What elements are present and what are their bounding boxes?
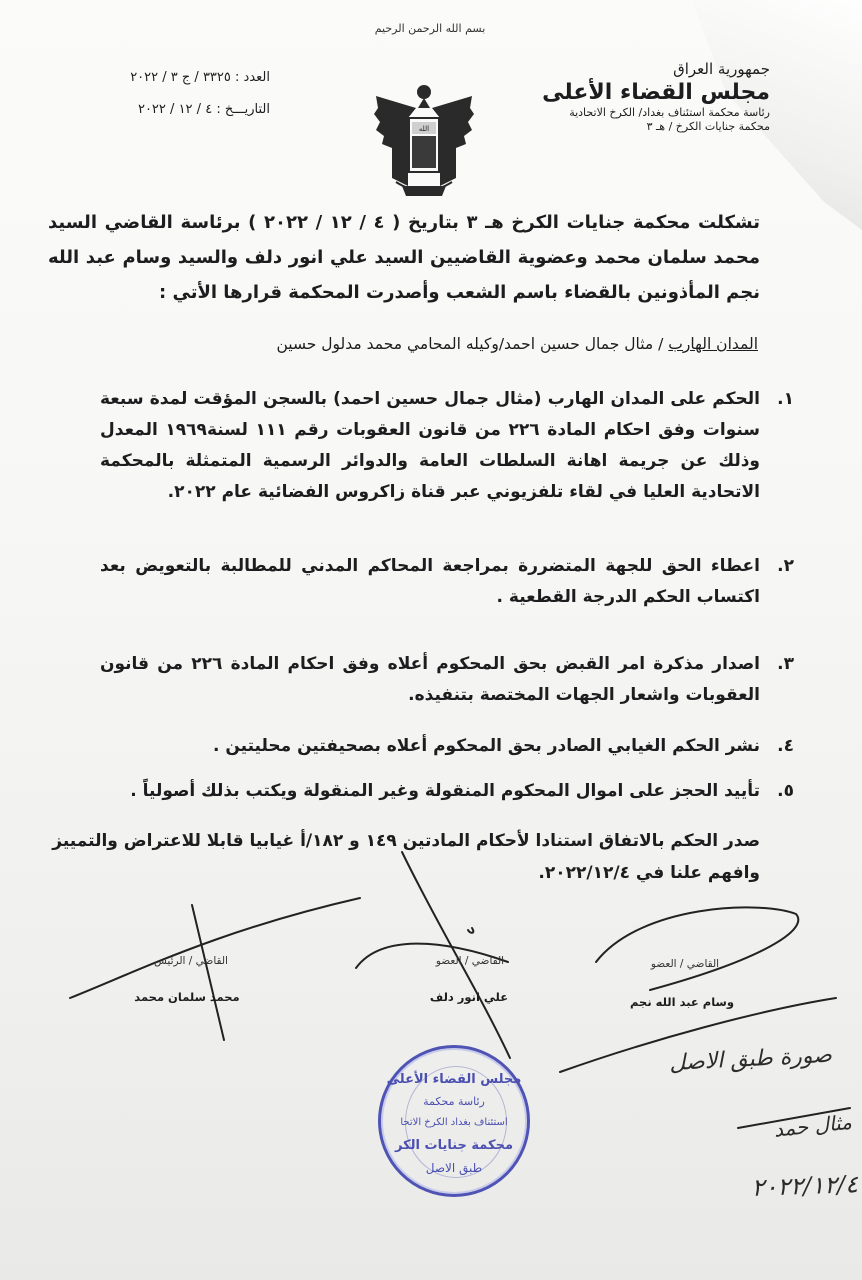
member-signature-stroke xyxy=(468,928,473,933)
ruling-text: الحكم على المدان الهارب (مثال جمال حسين احمد) بالسجن المؤقت لمدة سبعة سنوات وفق احكام المادة ٢٢٦ من قانون العقوبات رقم ١١١ لسنة١٩٦٩ المعدل وذلك عن جريمة اهانة السلطات العامة والدوائر الرسمية المتمثلة بالمحكمة الاتحادية العليا في لقاء تلفزيوني عبر قناة زاكروس الفضائية عام ٢٠٢٢. xyxy=(100,389,761,502)
signature-name-president xyxy=(112,990,262,1004)
ruling-text: اعطاء الحق للجهة المتضررة بمراجعة المحاكم المدني للمطالبة بالتعويض بعد اكتساب الحكم الدرجة القطعية . xyxy=(100,556,760,607)
official-stamp xyxy=(378,1045,530,1197)
signature-title: القاضي / الرئيس xyxy=(154,955,228,967)
ruling-text: اصدار مذكرة امر القبض بحق المحكوم أعلاه وفق احكام المادة ٢٢٦ من قانون العقوبات واشعار الجهات المختصة بتنفيذه. xyxy=(100,654,760,705)
accused-details: / مثال جمال حسين احمد/وكيله المحامي محمد مدلول حسين xyxy=(276,335,664,353)
signature-block-president xyxy=(126,955,256,967)
stamp-line: طبق الاصل xyxy=(425,1161,483,1175)
president-signature-stroke xyxy=(70,898,360,998)
signature-name: محمد سلمان محمد xyxy=(134,990,240,1004)
signature-name: وسام عبد الله نجم xyxy=(630,995,734,1009)
stamp-line: محكمة جنايات الكر xyxy=(395,1138,513,1153)
verdict-paragraph: صدر الحكم بالاتفاق استنادا لأحكام المادتين ١٤٩ و ١٨٢/أ غيابيا قابلا للاعتراض والتمييز وافهم علنا في ٢٠٢٢/١٢/٤. xyxy=(52,831,760,883)
date-label: التاريـــخ : xyxy=(216,101,270,117)
presidency-name: رئاسة محكمة استئناف بغداد/ الكرخ الاتحادية xyxy=(569,106,770,120)
number-value: ٣٣٢٥ / ج ٣ / ٢٠٢٢ xyxy=(130,70,231,85)
handwritten-date: ٢٠٢٢/١٢/٤ xyxy=(751,1170,859,1202)
basmala: بسم الله الرحمن الرحيم xyxy=(374,22,486,35)
signature-name-member-1 xyxy=(404,990,534,1004)
president-signature-stroke xyxy=(192,905,224,1040)
handwritten-note: مثال حمد xyxy=(772,1109,853,1142)
date-value: ٤ / ١٢ / ٢٠٢٢ xyxy=(137,101,213,117)
country-name: جمهورية العراق xyxy=(673,60,770,78)
signature-title: القاضي / العضو xyxy=(435,955,505,967)
opening-paragraph: تشكلت محكمة جنايات الكرخ هـ ٣ بتاريخ ( ٤ / ١٢ / ٢٠٢٢ ) برئاسة القاضي السيد محمد سلمان محمد وعضوية القاضيين السيد علي انور دلف والسيد وسام عبد الله نجم المأذونين بالقضاء باسم الشعب وأصدرت المحكمة قرارها الأتي : xyxy=(48,212,760,303)
ruling-number: ٤. xyxy=(777,736,794,756)
number-label: العدد : xyxy=(235,70,270,85)
signature-block-member-1 xyxy=(410,955,530,967)
council-name: مجلس القضاء الأعلى xyxy=(542,79,770,105)
stamp-line: مجلس القضاء الأعلى xyxy=(386,1072,522,1087)
member2-signature-stroke xyxy=(596,907,798,990)
signature-name: علي انور دلف xyxy=(429,990,509,1004)
stamp-line: استئناف بغداد الكرخ الاتحا xyxy=(400,1117,508,1128)
ruling-number: ٥. xyxy=(777,781,794,801)
ruling-text: نشر الحكم الغيابي الصادر بحق المحكوم أعلاه بصحيفتين محليتين . xyxy=(212,736,760,756)
ruling-number: ٢. xyxy=(777,556,794,576)
handwritten-note: صورة طبق الاصل xyxy=(668,1042,833,1077)
accused-label: المدان الهارب xyxy=(668,335,758,353)
ruling-text: تأييد الحجز على اموال المحكوم المنقولة وغير المنقولة ويكتب بذلك أصولياً . xyxy=(130,781,760,801)
svg-text:الله: الله xyxy=(418,125,430,133)
court-name: محكمة جنايات الكرخ / هـ ٣ xyxy=(646,120,770,133)
ruling-number: ٣. xyxy=(777,654,794,674)
signature-title: القاضي / العضو xyxy=(650,958,720,970)
signature-block-member-2 xyxy=(630,958,740,970)
stamp-line: رئاسة محكمة xyxy=(423,1095,485,1108)
signature-name-member-2 xyxy=(612,995,752,1009)
ruling-number: ١. xyxy=(777,389,794,409)
